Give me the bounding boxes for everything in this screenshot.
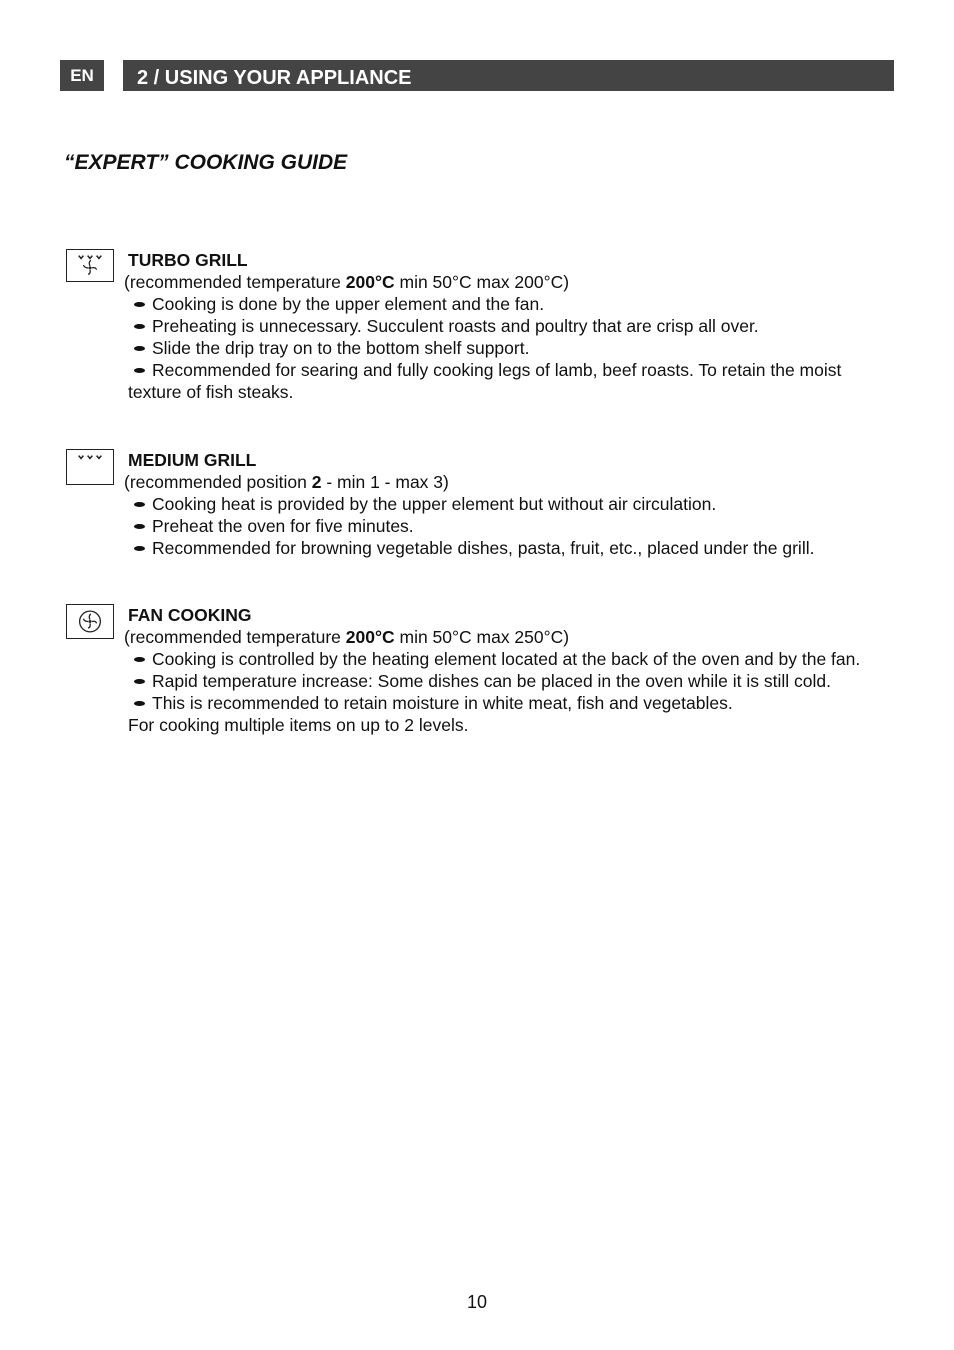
section-title: TURBO GRILL [128,250,248,270]
rec-prefix: (recommended position [124,472,312,492]
list-item [128,670,896,692]
recommended-setting [124,471,896,493]
rec-value: 2 [311,472,322,492]
section-header: 2 / USING YOUR APPLIANCE [123,60,894,91]
bullet-text: Cooking heat is provided by the upper element but without air circulation. [152,494,717,514]
list-item [128,315,896,337]
bullet-text: Preheating is unnecessary. Succulent roasts and poultry that are crisp all over. [152,316,759,336]
bullet-text: Cooking is done by the upper element and the fan. [152,294,545,314]
language-badge: EN [60,60,104,91]
recommended-setting [124,626,896,648]
bullet-icon [134,546,145,551]
fan-cooking-icon [66,604,114,639]
rec-value: 200°C [345,272,395,292]
section-fan-cooking [66,604,896,736]
bullet-list [124,293,896,403]
rec-suffix: - min 1 - max 3) [321,472,449,492]
page-title: “EXPERT” COOKING GUIDE [64,151,348,174]
section-note: For cooking multiple items on up to 2 levels. [128,715,469,735]
bullet-text: Recommended for searing and fully cooking legs of lamb, beef roasts. To retain the moist texture of fish steaks. [128,360,842,402]
bullet-icon [134,302,145,307]
bullet-icon [134,346,145,351]
list-item [128,293,896,315]
list-item [128,515,896,537]
list-item [128,692,896,714]
section-turbo-grill [66,249,896,403]
list-item [128,537,896,559]
bullet-text: Preheat the oven for five minutes. [152,516,414,536]
bullet-text: Slide the drip tray on to the bottom shelf support. [152,338,530,358]
bullet-icon [134,524,145,529]
rec-prefix: (recommended temperature [124,272,346,292]
bullet-text: Cooking is controlled by the heating element located at the back of the oven and by the fan. [152,649,861,669]
bullet-icon [134,701,145,706]
bullet-icon [134,368,145,373]
bullet-icon [134,657,145,662]
recommended-setting [124,271,896,293]
bullet-icon [134,679,145,684]
bullet-text: This is recommended to retain moisture in white meat, fish and vegetables. [152,693,733,713]
medium-grill-icon [66,449,114,485]
list-item [128,337,896,359]
rec-suffix: min 50°C max 200°C) [394,272,570,292]
section-title: MEDIUM GRILL [128,450,257,470]
bullet-list [124,648,896,714]
bullet-icon [134,502,145,507]
page-number: 10 [466,1292,488,1312]
rec-suffix: min 50°C max 250°C) [394,627,570,647]
bullet-list [124,493,896,559]
bullet-text: Rapid temperature increase: Some dishes can be placed in the oven while it is still cold. [152,671,831,691]
bullet-icon [134,324,145,329]
list-item [128,493,896,515]
section-title: FAN COOKING [128,605,252,625]
section-medium-grill [66,449,896,559]
list-item [128,359,896,403]
rec-value: 200°C [345,627,395,647]
turbo-grill-icon [66,249,114,282]
bullet-text: Recommended for browning vegetable dishes, pasta, fruit, etc., placed under the grill. [152,538,815,558]
list-item [128,648,896,670]
rec-prefix: (recommended temperature [124,627,346,647]
